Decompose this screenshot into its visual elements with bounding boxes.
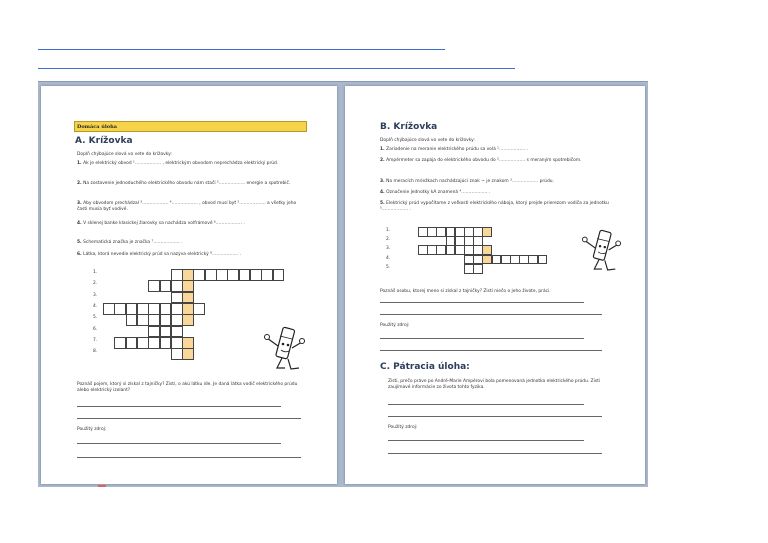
homework-label: Domáca úloha: [74, 121, 307, 132]
item-a-3: 3. Aby obvodom prechádzal ³……………… ⁴……………… , obvod musí byť ⁵……………… a všetky jeho časti musia byť vodivé.: [77, 201, 297, 213]
crossword-cell[interactable]: [126, 314, 138, 326]
crossword-cell[interactable]: [182, 314, 194, 326]
page-1: [41, 86, 337, 484]
crossword-cell[interactable]: [114, 337, 126, 349]
crossword-cell[interactable]: [182, 337, 194, 349]
crossword-cell[interactable]: [182, 348, 194, 360]
item-a-2: 2. Na zostavenie jednoduchého elektrického obvodu nám stačí ²……………… energie a spotrebič.: [77, 181, 291, 186]
item-b-1: 1. Zariadenie na meranie elektrického prúdu sa volá ¹……………… .: [380, 147, 529, 152]
grid-row-number: 3.: [386, 246, 391, 252]
answer-line-c-2[interactable]: [388, 416, 602, 417]
item-a-6: 6. Látka, ktorá nevedie elektrický prúd sa nazýva elektrický ⁸……………… .: [77, 252, 241, 257]
grid-row-number: 2.: [93, 281, 98, 287]
crossword-cell[interactable]: [137, 337, 149, 349]
crossword-cell[interactable]: [227, 269, 239, 281]
answer-line-c-4[interactable]: [388, 453, 602, 454]
crossword-cell[interactable]: [103, 303, 115, 315]
grid-row-number: 1.: [93, 270, 98, 275]
crossword-cell[interactable]: [273, 269, 285, 281]
crossword-cell[interactable]: [171, 326, 183, 338]
crossword-cell[interactable]: [250, 269, 262, 281]
crossword-cell[interactable]: [160, 303, 172, 315]
crossword-cell[interactable]: [171, 269, 183, 281]
section-c-title: C. Pátracia úloha:: [380, 362, 470, 372]
grid-row-number: 3.: [93, 292, 98, 298]
crossword-cell[interactable]: [137, 303, 149, 315]
c-text: Zisti, prečo práve po André-Marie Ampérovi bola pomenovaná jednotka elektrického prúdu. Zisti zaujímavé informácie zo života tohto fyzika.: [388, 379, 601, 391]
grid-row-number: 5.: [93, 315, 98, 321]
crossword-cell[interactable]: [160, 314, 172, 326]
red-mark: [98, 485, 106, 487]
answer-line-b-2[interactable]: [380, 314, 602, 315]
crossword-cell[interactable]: [148, 337, 160, 349]
item-b-4: 4. Označenie jednotky kA znamená ⁴……………… .: [380, 190, 491, 195]
crossword-cell[interactable]: [160, 337, 172, 349]
item-a-1: 1. Ak je elektrický obvod ¹……………… , elektrickým obvodom neprechádza elektrický prúd.: [77, 161, 279, 166]
crossword-cell[interactable]: [193, 269, 205, 281]
crossword-cell[interactable]: [171, 348, 183, 360]
crossword-cell[interactable]: [171, 314, 183, 326]
crossword-cell[interactable]: [261, 269, 273, 281]
grid-row-number: 5.: [386, 264, 391, 270]
grid-row-number: 4.: [386, 255, 391, 261]
answer-line-a-4[interactable]: [77, 457, 301, 458]
crossword-cell[interactable]: [148, 326, 160, 338]
item-a-4: 4. V sklenej banke klasickej žiarovky sa nachádza volfrámové ⁶……………… .: [77, 221, 245, 226]
answer-line-c-3[interactable]: [388, 440, 584, 441]
crossword-cell[interactable]: [473, 264, 483, 274]
crossword-cell[interactable]: [160, 280, 172, 292]
source-label-c: Použitý zdroj:: [388, 425, 418, 430]
crossword-cell[interactable]: [182, 303, 194, 315]
question-b: Poznáš osobu, ktorej meno si získal z tajničky? Zisti niečo o jeho živote, práci.: [380, 289, 551, 294]
crossword-cell[interactable]: [160, 326, 172, 338]
grid-row-number: 1.: [386, 228, 391, 233]
item-a-5: 5. Schematická značka je značka ⁷……………… .: [77, 240, 183, 245]
crossword-cell[interactable]: [137, 314, 149, 326]
document-viewer[interactable]: [38, 81, 648, 487]
crossword-cell[interactable]: [182, 269, 194, 281]
crossword-cell[interactable]: [193, 303, 205, 315]
grid-row-number: 4.: [93, 303, 98, 309]
crossword-cell[interactable]: [182, 280, 194, 292]
crossword-cell[interactable]: [205, 269, 217, 281]
crossword-cell[interactable]: [239, 269, 251, 281]
answer-line-b-4[interactable]: [380, 350, 602, 351]
crossword-cell[interactable]: [126, 303, 138, 315]
answer-line-a-1[interactable]: [77, 406, 281, 407]
item-b-5: 5. Elektrický prúd vypočítame z veľkosti elektrického náboja, ktorý prejde prierezom vodiča za jednotku ⁵……………… .: [380, 201, 609, 213]
item-b-3: 3. Na meracích mriežkach nachádzajúci znak ~ je znakom ³……………… prúdu.: [380, 179, 554, 184]
pencil-mascot-icon: [581, 227, 621, 273]
item-b-2: 2. Ampérmeter sa zapája do elektrického obvodu do ²……………… s meraným spotrebičom.: [380, 158, 582, 163]
question-a: Poznáš pojem, ktorý si získal z tajničky? Zisti, o akú látku ide. Je daná látka vodič elektrického prúdu alebo elektrický izolant?: [77, 382, 298, 394]
crossword-cell[interactable]: [126, 337, 138, 349]
instruction-a: Doplň chýbajúce slová vo vete do krížovky:: [77, 152, 172, 157]
crossword-cell[interactable]: [171, 292, 183, 304]
grid-row-number: 8.: [93, 349, 98, 355]
crossword-cell[interactable]: [482, 227, 492, 237]
crossword-cell[interactable]: [171, 337, 183, 349]
crossword-cell[interactable]: [171, 303, 183, 315]
source-label-b: Použitý zdroj:: [380, 323, 410, 328]
crossword-cell[interactable]: [148, 280, 160, 292]
crossword-cell[interactable]: [148, 303, 160, 315]
source-label-a: Použitý zdroj:: [77, 427, 107, 432]
section-a-title: A. Krížovka: [75, 136, 133, 146]
crossword-cell[interactable]: [182, 292, 194, 304]
crossword-cell[interactable]: [538, 255, 548, 265]
link-underline-1[interactable]: [38, 49, 445, 50]
crossword-cell[interactable]: [148, 314, 160, 326]
page-2: [345, 86, 645, 484]
grid-row-number: 2.: [386, 237, 391, 243]
answer-line-b-3[interactable]: [380, 338, 584, 339]
crossword-cell[interactable]: [114, 303, 126, 315]
pencil-mascot-icon: [263, 324, 305, 372]
crossword-cell[interactable]: [216, 269, 228, 281]
answer-line-c-1[interactable]: [388, 404, 584, 405]
grid-row-number: 7.: [93, 337, 98, 343]
answer-line-b-1[interactable]: [380, 302, 584, 303]
section-b-title: B. Krížovka: [380, 122, 438, 132]
link-underline-2[interactable]: [38, 68, 515, 69]
answer-line-a-3[interactable]: [77, 443, 281, 444]
grid-row-number: 6.: [93, 326, 98, 332]
answer-line-a-2[interactable]: [77, 418, 301, 419]
crossword-cell[interactable]: [171, 280, 183, 292]
instruction-b: Doplň chýbajúce slová vo vete do krížovky:: [380, 138, 475, 143]
